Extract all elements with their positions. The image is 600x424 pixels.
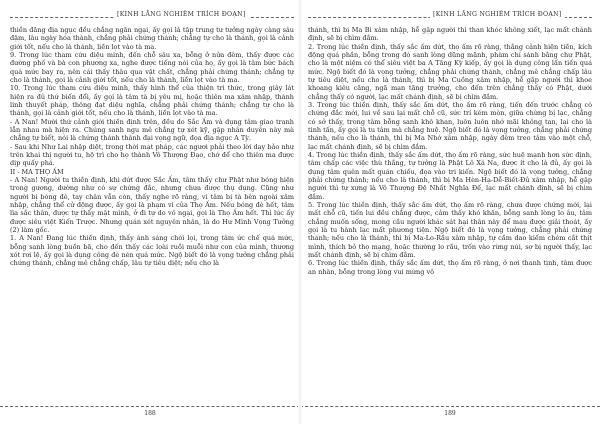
paragraph: - A Nan! Mười thứ cảnh giới thiền định trên, đều do Sắc Ấm và dụng tâm giao tranh lẫn nhau mà hiện ra. Chúng sanh ngu mê chẳng tự xét kỹ, gặp nhân duyên này mà chẳng tự biết, nói là chứng thánh thành đại vọng ngữ, đọa địa ngục A Tỳ.: [10, 117, 294, 143]
left-page-header: [10, 0, 294, 26]
paragraph: - Sau khi Như Lai nhập diệt, trong thời mạt pháp, các ngươi phải theo lời dạy bảo như trên khai thị người tu, hộ trì cho họ thành Vô Thượng Đạo, chớ để cho thiên ma được dịp quấy phá.: [10, 142, 294, 168]
running-head: [KINH LĂNG NGHIÊM TRÍCH ĐOẠN]: [114, 11, 249, 18]
paragraph: 6. Trong lúc thiền định, thấy sắc ấm dứt, thọ ấm rõ ràng, ở nơi thanh tịnh, tâm được an nhàn, bỗng trong lòng vui mừng vô: [308, 259, 592, 276]
paragraph: thánh, thì bị Ma Bi xâm nhập, hễ gặp người thì than khóc không xiết, lạc mất chánh định, sẽ bị chìm đắm.: [308, 26, 592, 43]
paragraph: 10. Trong lúc tham cứu diệu minh, thấy hình thể của thiện tri thức, trong giây lát hiện ra đủ thứ biến đổi, ấy gọi là tâm tà bị yêu mị, hoặc thiên ma xâm nhập, thành linh thuyết pháp, thông đạt diệu nghĩa, chẳng phải chứng thánh; chẳng tự cho là thánh, gọi là cảnh giới tốt, nếu cho là thánh, liền lọt vào tà ma.: [10, 84, 294, 118]
section-heading: II - MA THỌ ẤM: [10, 167, 64, 176]
footer-rule: [300, 406, 600, 407]
paragraph: - A Nan! Người tu thiền định, khi dứt được Sắc Ấm, tâm thấy chư Phật như bóng hiện trong gương, dường như có sự chứng đắc, nhưng chưa được thụ dụng. Cũng như người bị bóng đè, tay chân vẫn còn, thấy nghe rõ ràng, vì tâm bị tà bên ngoài xâm nhập, chẳng thể cử động được, ấy gọi là phạm vi của Thọ Ấm. Nếu bóng đè hết, tâm lìa sắc thân, được tự thấy mặt mình, ở đi tự do vô ngại, gọi là Thọ Ấm hết. Thì lúc ấy được siêu việt Kiến Trược. Nhưng quán xét nguyên nhân, là do Hư Minh Vọng Tưởng (2) làm gốc.: [10, 175, 294, 234]
paragraph: 4. Trong lúc thiền định, thấy sắc ấm dứt, thọ ấm rõ ràng, sức huệ mạnh hơn sức định, tâm chấp các việc thù thắng, tự tưởng là Phật Lô Xá Na, được ít cho là đủ, ấy gọi là dụng tâm quên mất quán chiếu, đọa vào tri kiến. Ngộ biết đó là vọng tưởng, chẳng phải chứng thánh; nếu cho là thánh, thì bị Ma Hèn-Hạ-Dễ-Biết-Đủ xâm nhập, hễ gặp người thì tự xưng là Vô Thượng Đệ Nhất Nghĩa Đế, lạc mất chánh định, sẽ bị chìm đắm.: [308, 150, 592, 201]
book-gutter: [298, 0, 302, 424]
right-page: [300, 0, 600, 424]
paragraph: thiền đăng địa ngục đều chẳng ngăn ngại, ấy gọi là tập trung tư tưởng ngày càng sâu đậm, lâu ngày hóa thành, chẳng phải chứng thánh; chẳng tự cho là thánh, gọi là cảnh giới tốt, nếu cho là thánh, liền lọt vào tà ma.: [10, 26, 294, 51]
paragraph: 5. Trong lúc thiền định, thấy sắc ấm dứt, thọ ấm rõ ràng, chưa được chứng mới, lại mất chỗ cũ, tiến lui đều chẳng được, cảm thấy khó khăn, bỗng sanh lòng lo âu, tâm chẳng muốn sống, mong cầu người khác sát hại thân này để mau được giải thoát, ấy gọi là tu hành lạc mất phương tiện. Ngộ biết đó là vọng tưởng, chẳng phải chứng thánh; nếu cho là thánh, thì bị Ma-Lo-Rầu xâm nhập, tự cầm dao kiếm chém cắt thịt mình, thích bỏ thọ mạng, hoặc thường lo rầu, trốn vào rừng núi, sợ bị người thấy, lạc mất chánh định, sẽ bị chìm đắm.: [308, 200, 592, 259]
paragraph: 2. Trong lúc thiền định, thấy sắc ấm dứt, thọ ấm rõ ràng, thắng cảnh hiện tiền, kích động quá phần, bỗng trong đó sanh lòng dũng mãnh, phàm chí sánh bằng chư Phật, cho là một niệm có thể siêu việt ba A Tăng Kỳ kiếp, ấy gọi là dụng công lấn tiến quá mức. Ngộ biết đó là vọng tưởng, chẳng phải chứng thánh, chẳng mê chẳng chấp lâu tự tiêu diệt, nếu cho là thánh, thì bị Ma Cuồng xâm nhập, hễ gặp người thì khoe khoang kiêu căng, ngã mạn tăng trưởng, cho đến trên chẳng thấy có Phật, dưới chẳng thấy có người, lạc mất chánh định, sẽ bị chìm đắm.: [308, 42, 592, 101]
right-page-footer: [300, 396, 600, 424]
right-page-header: [308, 0, 592, 26]
running-head: [KINH LĂNG NGHIÊM TRÍCH ĐOẠN]: [430, 11, 565, 18]
right-page-body: [308, 26, 592, 391]
paragraph: 3. Trong lúc thiền định, thấy sắc ấm dứt, thọ ấm rõ ràng, tiến đến trước chẳng có chứng đắc mới, lui về sau lại mất chỗ cũ, sức trí kém mòn, giữa chừng bị lạc, chẳng có sở thấy, trong tâm bỗng sanh khô khan, luôn luôn nhớ mãi không tan, lại cho là tinh tấn, ấy gọi là tu tâm mà chẳng huệ. Ngộ biết đó là vọng tưởng, chẳng phải chứng thánh, nếu cho là thánh, thì bị Ma Nhớ xâm nhập, ngày đêm treo tâm vào một chỗ, lạc mất chánh định, sẽ bị chìm đắm.: [308, 100, 592, 151]
paragraph: 1. A Nan! Đang lúc thiền định, thấy ánh sáng chói lọi, trong tâm ức chế quá mức, bỗng sanh lòng buồn bã, cho đến thấy các loài ruồi muỗi như con của mình, thương xót rơi lệ, ấy gọi là dụng công đè nén quá mức. Ngộ biết đó là vọng tưởng chẳng phải chứng thánh, chẳng mê chẳng chấp, lâu tự tiêu diệt; nếu cho là: [10, 234, 294, 268]
footer-rule: [0, 406, 300, 407]
page-number: 188: [144, 410, 156, 417]
paragraph: 9. Trong lúc tham cứu diệu minh, đến chỗ sâu xa, bỗng ở nửa đêm, thấy được các đường phố và bà con phương xa, nghe được tiếng nói của họ, ấy gọi là tâm bức bách quá mức bay ra, nên cái thấy thâu qua vật chất, chẳng phải chứng thánh; chẳng tự cho là thánh, gọi là cảnh giới tốt, nếu cho là thánh, liền lọt vào tà ma.: [10, 50, 294, 84]
left-page-body: [10, 26, 294, 391]
page-number: 189: [444, 410, 456, 417]
left-page-footer: [0, 396, 300, 424]
